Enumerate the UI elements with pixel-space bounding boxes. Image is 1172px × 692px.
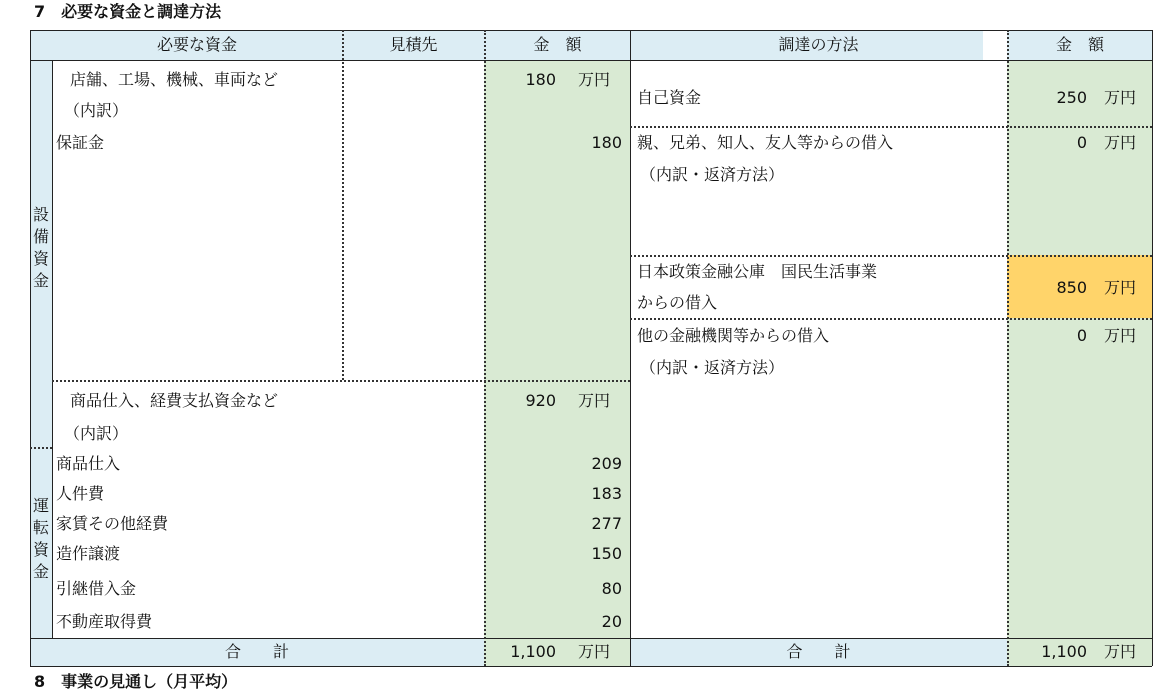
procurement-sub: からの借入: [637, 293, 718, 312]
equipment-summary-amount: 180: [525, 70, 556, 89]
operating-item-label: 引継借入金: [56, 579, 137, 598]
header-bottom-border: [30, 60, 1152, 61]
total-top-border: [30, 638, 1152, 639]
table-right-border: [1152, 30, 1153, 666]
total-unit-left: 万円: [578, 642, 611, 661]
operating-item-amount: 277: [591, 514, 622, 533]
procurement-label: 日本政策金融公庫 国民生活事業: [637, 262, 878, 281]
operating-item-amount: 80: [601, 579, 622, 598]
operating-item-label: 造作譲渡: [56, 544, 121, 563]
operating-item-amount: 183: [591, 484, 622, 503]
operating-breakdown-label: （内訳）: [64, 424, 129, 443]
operating-item-label: 家賃その他経費: [56, 514, 169, 533]
table-top-border: [30, 30, 1152, 31]
estimate-column-divider: [342, 30, 344, 380]
next-section-title: 8 事業の見通し（月平均）: [34, 672, 238, 691]
total-label-right: 合 計: [786, 642, 851, 661]
operating-item-amount: 20: [601, 612, 622, 631]
total-amount-left: 1,100: [510, 642, 556, 661]
total-amount-right: 1,100: [1041, 642, 1087, 661]
total-label-left: 合 計: [224, 642, 289, 661]
procurement-amount: 250: [1056, 88, 1087, 107]
equipment-summary-unit: 万円: [578, 70, 611, 89]
amount-column-divider-left: [484, 30, 486, 666]
equipment-item-amount: 180: [591, 133, 622, 152]
procurement-amount: 0: [1076, 133, 1087, 152]
side-label-split: [30, 447, 52, 449]
procurement-label: 自己資金: [637, 88, 702, 107]
equipment-operating-divider: [52, 380, 630, 382]
operating-item-label: 不動産取得費: [56, 612, 153, 631]
procurement-divider-3: [630, 318, 1152, 320]
side-label-divider: [52, 60, 53, 638]
procurement-label: 親、兄弟、知人、友人等からの借入: [637, 133, 894, 152]
table-bottom-border: [30, 666, 1152, 667]
procurement-unit: 万円: [1104, 88, 1137, 107]
header-amount-right: 金 額: [1055, 35, 1104, 54]
procurement-divider-1: [630, 126, 1152, 128]
procurement-label: 他の金融機関等からの借入: [637, 326, 830, 345]
operating-item-amount: 209: [591, 454, 622, 473]
procurement-unit: 万円: [1104, 278, 1137, 297]
procurement-unit: 万円: [1104, 326, 1137, 345]
operating-summary-amount: 920: [525, 391, 556, 410]
operating-item-label: 人件費: [56, 484, 105, 503]
header-estimate-source: 見積先: [389, 35, 438, 54]
procurement-unit: 万円: [1104, 133, 1137, 152]
operating-summary-unit: 万円: [578, 391, 611, 410]
equipment-summary-label: 店舗、工場、機械、車両など: [70, 70, 279, 89]
header-needed-funds: 必要な資金: [156, 35, 237, 54]
procurement-sub: （内訳・返済方法）: [640, 165, 785, 184]
procurement-amount: 0: [1076, 326, 1087, 345]
amount-column-right-bg-b: [1007, 318, 1152, 638]
operating-side-label-text: 運転資金: [33, 496, 50, 581]
equipment-breakdown-label: （内訳）: [64, 101, 129, 120]
section-title: 7 必要な資金と調達方法: [34, 2, 222, 21]
equipment-side-label: [30, 204, 52, 292]
total-unit-right: 万円: [1104, 642, 1137, 661]
header-procurement-method: 調達の方法: [778, 35, 859, 54]
procurement-amount: 850: [1056, 278, 1087, 297]
equipment-side-label-text: 設備資金: [33, 205, 50, 290]
equipment-item-label: 保証金: [56, 133, 105, 152]
operating-side-label: [30, 495, 52, 583]
header-amount-left: 金 額: [533, 35, 582, 54]
operating-item-label: 商品仕入: [56, 454, 121, 473]
operating-item-amount: 150: [591, 544, 622, 563]
procurement-divider-2: [630, 255, 1152, 257]
procurement-sub: （内訳・返済方法）: [640, 358, 785, 377]
operating-summary-label: 商品仕入、経費支払資金など: [70, 391, 279, 410]
